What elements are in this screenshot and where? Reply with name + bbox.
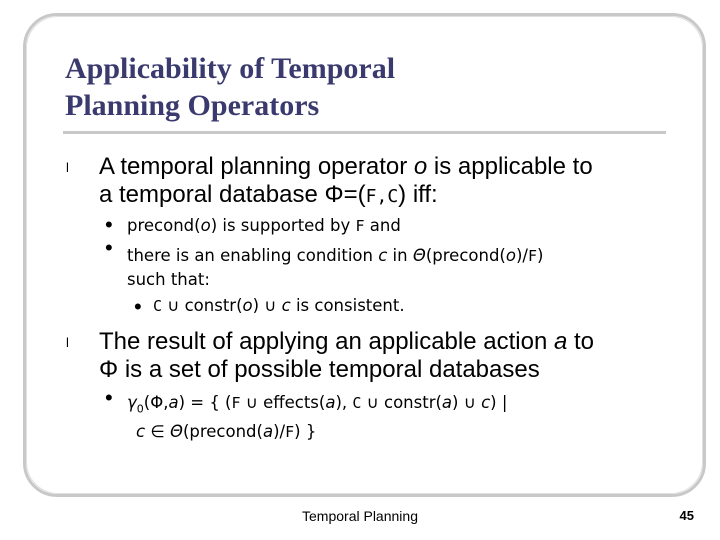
var-a: a [262,422,274,442]
var-F: F [527,247,538,265]
sub-bullet-1-marker: • [105,212,113,237]
sub-bullet-3-line-1 [127,391,507,420]
var-C: C [352,394,362,412]
var-a: a [168,393,179,412]
title-divider [63,131,666,134]
text: ∪ constr( [361,393,442,412]
bullet-1-marker: l [66,160,69,175]
bullet-1-line-1 [99,153,593,181]
sub-bullet-3-marker: • [105,385,113,410]
theta: Θ [412,246,426,265]
slide-title [65,50,625,124]
page-number: 45 [679,508,694,523]
db-pair: F,C [365,186,399,207]
text: (precond( [182,422,263,442]
var-o: o [200,216,211,235]
bullet-1-text [99,153,593,211]
text: )/ [273,422,286,442]
text: (precond( [425,246,506,265]
bullet-2-marker: l [66,335,69,350]
text: ∪ constr( [162,296,243,315]
sub-bullet-3-text [127,391,507,444]
title-line-1: Applicability of Temporal [65,52,396,85]
text: precond( [127,216,201,235]
gamma: γ [127,393,137,412]
sub-sub-bullet-text [153,294,405,318]
sub-bullet-3-line-2 [127,420,507,444]
bullet-1-line-2 [99,181,593,211]
bullet-2-line-2: Φ is a set of possible temporal databases [99,356,540,383]
bullet-2-line-1 [99,328,594,356]
text: ) } [294,422,317,442]
sub-bullet-2-line-1 [127,244,543,268]
sub-bullet-1-text [127,214,401,238]
text: ) = { ( [178,393,232,412]
var-c: c [281,296,291,315]
var-F: F [231,394,241,412]
text: ), [335,393,353,412]
text: ∈ [145,422,170,442]
text: ∪ effects( [240,393,326,412]
var-a: a [441,393,453,412]
text: ) is supported by [210,216,356,235]
footer-title: Temporal Planning [302,508,418,524]
theta: Θ [169,422,183,442]
text: ) | [490,393,508,412]
text: A temporal planning operator [99,153,414,180]
var-a: a [553,328,568,355]
var-F: F [285,423,295,442]
text: and [364,216,401,235]
text: to [567,328,595,355]
bullet-2-text [99,328,594,384]
var-o: o [413,153,428,180]
text: ) ∪ [452,393,482,412]
var-a: a [325,393,336,412]
text: (Φ, [143,393,169,412]
subscript: 0 [136,402,144,416]
var-C: C [153,297,163,315]
title-line-2: Planning Operators [65,89,320,122]
var-c: c [136,422,146,442]
var-o: o [242,296,253,315]
text: a temporal database Φ=( [99,181,366,208]
var-o: o [505,246,516,265]
text: )/ [515,246,528,265]
text: is consistent. [290,296,405,315]
var-c: c [481,393,491,412]
text: in [387,246,413,265]
text: there is an enabling condition [127,246,379,265]
sub-bullet-2-line-2: such that: [127,270,210,289]
text: The result of applying an applicable action [99,328,554,355]
var-c: c [378,246,388,265]
text: ) [537,246,544,265]
sub-sub-bullet-marker: • [134,294,142,319]
var-F: F [355,217,365,235]
text: is applicable to [427,153,593,180]
sub-bullet-2-text [127,244,543,291]
sub-bullet-2-marker: • [105,235,113,260]
text: ) iff: [398,181,438,208]
text: ) ∪ [252,296,282,315]
